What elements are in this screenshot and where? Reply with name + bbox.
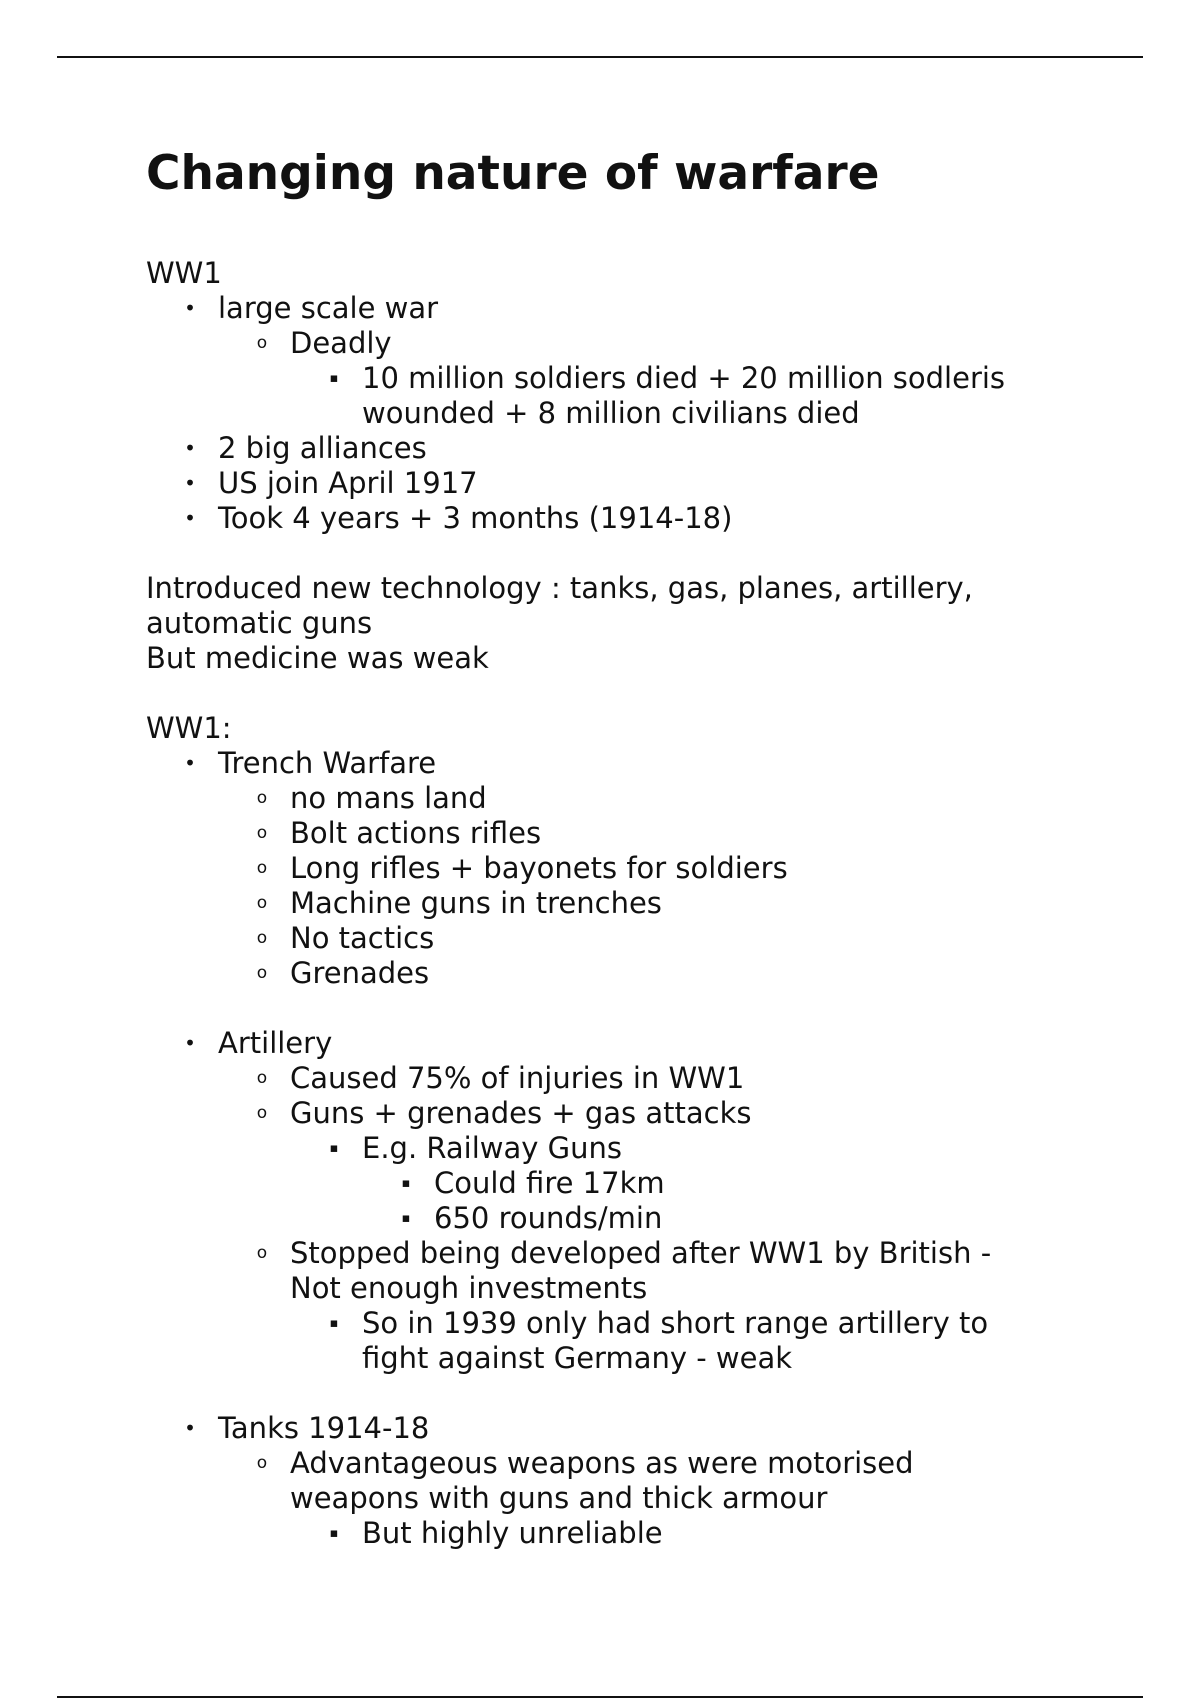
bullet-icon: • bbox=[184, 751, 196, 775]
list-item bbox=[218, 781, 1046, 816]
railway-guns-sub-list bbox=[362, 1166, 1046, 1236]
tanks-sub-list bbox=[218, 1446, 1046, 1551]
list-item-text: E.g. Railway Guns bbox=[362, 1131, 622, 1165]
list-item bbox=[362, 1166, 1046, 1201]
list-item-trench-warfare bbox=[146, 746, 1046, 1026]
section-heading-ww1: WW1 bbox=[146, 256, 222, 290]
list-item-artillery bbox=[146, 1026, 1046, 1411]
bottom-rule bbox=[57, 1696, 1143, 1698]
list-item-text: 10 million soldiers died + 20 million sodleris wounded + 8 million civilians died bbox=[362, 361, 1006, 430]
list-item bbox=[290, 1131, 1046, 1236]
bullet-icon: • bbox=[184, 1031, 196, 1055]
square-bullet-icon: ▪ bbox=[329, 1141, 339, 1156]
bullet-icon: • bbox=[184, 1416, 196, 1440]
list-item-text: Took 4 years + 3 months (1914-18) bbox=[218, 501, 733, 535]
bullet-icon: • bbox=[184, 471, 196, 495]
list-item bbox=[146, 291, 1046, 431]
spacer bbox=[218, 1376, 1046, 1411]
list-item bbox=[218, 851, 1046, 886]
list-item bbox=[218, 921, 1046, 956]
list-item-text: US join April 1917 bbox=[218, 466, 478, 500]
technology-paragraph: Introduced new technology : tanks, gas, planes, artillery, automatic guns bbox=[146, 571, 973, 640]
circle-bullet-icon: o bbox=[256, 1453, 268, 1473]
spacer bbox=[146, 536, 1046, 571]
list-item-text: no mans land bbox=[290, 781, 487, 815]
list-item bbox=[290, 1516, 1046, 1551]
stopped-sub-list bbox=[290, 1306, 1046, 1376]
square-bullet-icon: ▪ bbox=[329, 371, 339, 386]
medicine-paragraph: But medicine was weak bbox=[146, 641, 489, 675]
list-item-text: Deadly bbox=[290, 326, 392, 360]
square-bullet-icon: ▪ bbox=[329, 1526, 339, 1541]
list-item-text: Guns + grenades + gas attacks bbox=[290, 1096, 752, 1130]
section-heading-ww1-colon: WW1: bbox=[146, 711, 232, 745]
bullet-icon: • bbox=[184, 506, 196, 530]
list-item bbox=[218, 326, 1046, 431]
list-item-text: Machine guns in trenches bbox=[290, 886, 662, 920]
ww1-facts-list bbox=[146, 291, 1046, 536]
list-item bbox=[218, 956, 1046, 991]
list-item bbox=[290, 361, 1046, 431]
list-item-text: Stopped being developed after WW1 by British - Not enough investments bbox=[290, 1236, 992, 1305]
circle-bullet-icon: o bbox=[256, 1068, 268, 1088]
circle-bullet-icon: o bbox=[256, 788, 268, 808]
list-item-text: Artillery bbox=[218, 1026, 333, 1060]
trench-sub-list bbox=[218, 781, 1046, 991]
square-bullet-icon: ▪ bbox=[401, 1176, 411, 1191]
list-item-text: Grenades bbox=[290, 956, 430, 990]
list-item-text: 2 big alliances bbox=[218, 431, 427, 465]
circle-bullet-icon: o bbox=[256, 823, 268, 843]
square-bullet-icon: ▪ bbox=[329, 1316, 339, 1331]
list-item-text: No tactics bbox=[290, 921, 435, 955]
list-item bbox=[290, 1306, 1046, 1376]
list-item-text: Advantageous weapons as were motorised weapons with guns and thick armour bbox=[290, 1446, 914, 1515]
sub-list bbox=[218, 326, 1046, 431]
spacer bbox=[218, 991, 1046, 1026]
list-item-text: Trench Warfare bbox=[218, 746, 437, 780]
list-item-text: Tanks 1914-18 bbox=[218, 1411, 430, 1445]
list-item bbox=[218, 1061, 1046, 1096]
list-item-text: Long rifles + bayonets for soldiers bbox=[290, 851, 788, 885]
list-item bbox=[146, 466, 1046, 501]
artillery-sub-list bbox=[218, 1061, 1046, 1376]
list-item bbox=[146, 431, 1046, 466]
list-item bbox=[218, 886, 1046, 921]
list-item bbox=[218, 1096, 1046, 1236]
list-item bbox=[218, 816, 1046, 851]
guns-sub-list bbox=[290, 1131, 1046, 1236]
list-item-text: So in 1939 only had short range artillery to fight against Germany - weak bbox=[362, 1306, 989, 1375]
list-item bbox=[218, 1446, 1046, 1551]
top-rule bbox=[57, 56, 1143, 58]
circle-bullet-icon: o bbox=[256, 963, 268, 983]
list-item-text: Bolt actions rifles bbox=[290, 816, 542, 850]
list-item-text: large scale war bbox=[218, 291, 439, 325]
document-body bbox=[146, 138, 1046, 1551]
circle-bullet-icon: o bbox=[256, 333, 268, 353]
list-item-text: But highly unreliable bbox=[362, 1516, 663, 1550]
list-item bbox=[218, 1236, 1046, 1376]
list-item-tanks bbox=[146, 1411, 1046, 1551]
circle-bullet-icon: o bbox=[256, 928, 268, 948]
advantage-sub-list bbox=[290, 1516, 1046, 1551]
list-item bbox=[146, 501, 1046, 536]
sub-sub-list bbox=[290, 361, 1046, 431]
list-item-text: Could fire 17km bbox=[434, 1166, 665, 1200]
page-title: Changing nature of warfare bbox=[146, 146, 880, 201]
list-item-text: 650 rounds/min bbox=[434, 1201, 663, 1235]
ww1-warfare-list bbox=[146, 746, 1046, 1551]
list-item bbox=[362, 1201, 1046, 1236]
list-item-text: Caused 75% of injuries in WW1 bbox=[290, 1061, 745, 1095]
circle-bullet-icon: o bbox=[256, 1243, 268, 1263]
bullet-icon: • bbox=[184, 436, 196, 460]
circle-bullet-icon: o bbox=[256, 893, 268, 913]
circle-bullet-icon: o bbox=[256, 1103, 268, 1123]
square-bullet-icon: ▪ bbox=[401, 1211, 411, 1226]
circle-bullet-icon: o bbox=[256, 858, 268, 878]
spacer bbox=[146, 676, 1046, 711]
bullet-icon: • bbox=[184, 296, 196, 320]
